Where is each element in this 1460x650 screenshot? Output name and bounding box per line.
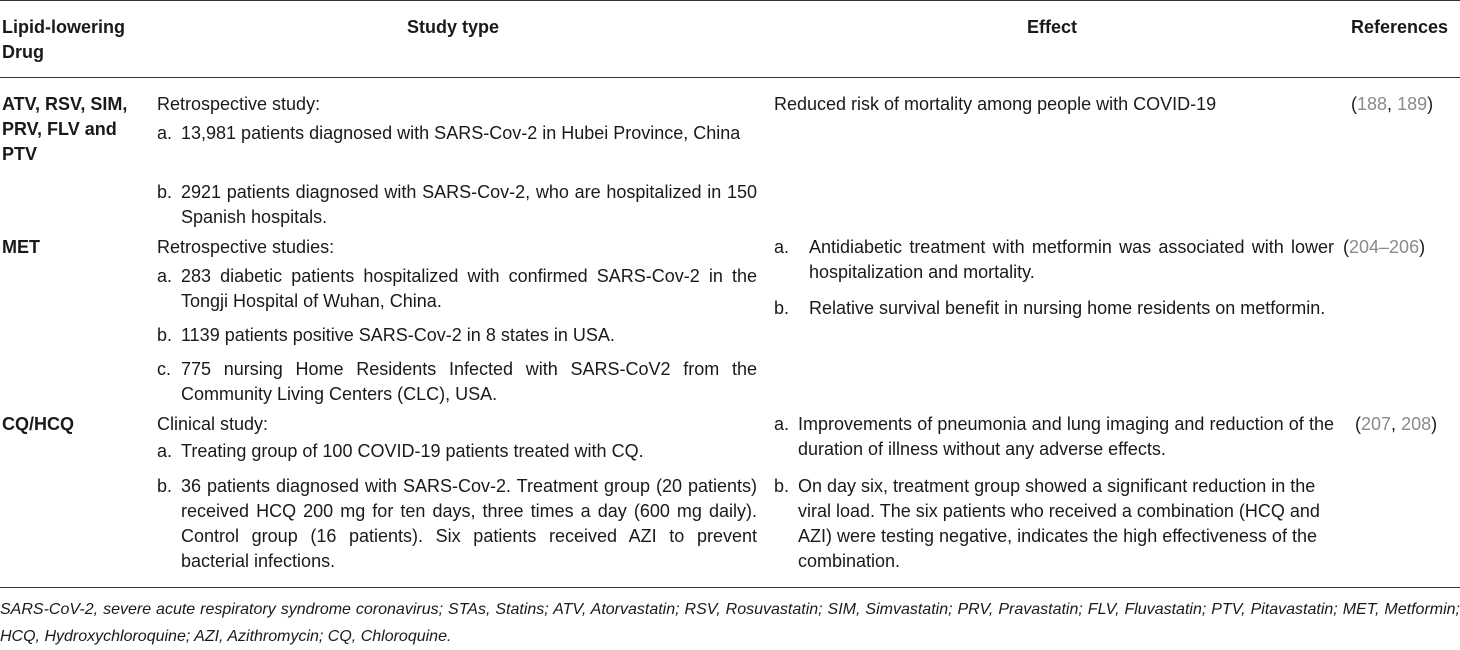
study-item-text: 1139 patients positive SARS-Cov-2 in 8 states in USA. xyxy=(181,325,615,345)
effect-item-label: a. xyxy=(774,237,790,257)
header-rule xyxy=(0,77,1460,78)
reference-link[interactable]: 189 xyxy=(1397,94,1428,114)
effect-item-text: Relative survival benefit in nursing home residents on metformin. xyxy=(809,298,1326,318)
drug-cell: MET xyxy=(2,237,40,257)
study-item-text: 36 patients diagnosed with SARS-Cov-2. Treatment group (20 patients) received HCQ 200 mg for ten days, three times a day (600 mg daily). Control group (16 patients). Six patients received AZI to prevent bacterial infections. xyxy=(181,476,757,571)
drug-cell: ATV, RSV, SIM, PRV, FLV and PTV xyxy=(2,94,128,164)
references-cell: (207, 208) xyxy=(1355,414,1438,434)
study-item-text: 775 nursing Home Residents Infected with SARS-CoV2 from the Community Living Centers (CLC), USA. xyxy=(181,359,757,404)
study-item-label: a. xyxy=(157,441,173,461)
study-item-label: a. xyxy=(157,266,173,286)
study-item-label: c. xyxy=(157,359,172,379)
effect-item xyxy=(774,474,1334,574)
effect-text: Reduced risk of mortality among people with COVID-19 xyxy=(774,94,1217,114)
table-bottom-rule xyxy=(0,587,1460,588)
effect-item xyxy=(774,412,1334,462)
effect-item-label: b. xyxy=(774,298,790,318)
reference-link[interactable]: 207 xyxy=(1361,414,1392,434)
table-footnote: SARS-CoV-2, severe acute respiratory syndrome coronavirus; STAs, Statins; ATV, Atorvastatin; RSV, Rosuvastatin; SIM, Simvastatin; PRV, Pravastatin; FLV, Fluvastatin; PTV, Pitavastatin; MET, Metformin; HCQ, Hydroxychloroquine; AZI, Azithromycin; CQ, Chloroquine. xyxy=(0,601,1460,645)
study-item-label: b. xyxy=(157,476,173,496)
reference-link[interactable]: 204–206 xyxy=(1349,237,1420,257)
effect-item-label: a. xyxy=(774,414,790,434)
references-cell: (188, 189) xyxy=(1351,94,1434,114)
effect-item xyxy=(774,296,1334,346)
effect-item-text: Improvements of pneumonia and lung imaging and reduction of the duration of illness without any adverse effects. xyxy=(798,414,1334,459)
drug-cell: CQ/HCQ xyxy=(2,414,74,434)
header-drug: Lipid-lowering Drug xyxy=(2,17,125,62)
table-top-rule xyxy=(0,0,1460,1)
study-item-label: a. xyxy=(157,123,173,143)
effect-item-label: b. xyxy=(774,476,790,496)
effect-item xyxy=(774,235,1334,285)
study-item-label: b. xyxy=(157,182,173,202)
reference-link[interactable]: 188 xyxy=(1357,94,1388,114)
effect-item-text: Antidiabetic treatment with metformin was associated with lower hospitalization and mortality. xyxy=(809,237,1334,282)
study-item-text: 2921 patients diagnosed with SARS-Cov-2, who are hospitalized in 150 Spanish hospitals. xyxy=(181,182,757,227)
references-cell: (204–206) xyxy=(1343,237,1426,257)
header-references: References xyxy=(1351,17,1449,37)
header-study-type: Study type xyxy=(407,17,500,37)
study-heading: Retrospective study: xyxy=(157,94,321,114)
study-item-text: 283 diabetic patients hospitalized with confirmed SARS-Cov-2 in the Tongji Hospital of Wuhan, China. xyxy=(181,266,757,311)
study-item-text: 13,981 patients diagnosed with SARS-Cov-2 in Hubei Province, China xyxy=(181,123,741,143)
study-item xyxy=(157,323,757,348)
study-item-label: b. xyxy=(157,325,173,345)
study-item xyxy=(157,264,757,314)
header-effect: Effect xyxy=(1027,17,1078,37)
effect-item-text: On day six, treatment group showed a significant reduction in the viral load. The six patients who received a combination (HCQ and AZI) were testing negative, indicates the high effectiveness of the combination. xyxy=(798,476,1320,571)
reference-separator: , xyxy=(1387,94,1398,114)
study-item xyxy=(157,121,757,171)
study-item xyxy=(157,357,757,407)
study-item-text: Treating group of 100 COVID-19 patients treated with CQ. xyxy=(181,441,644,461)
study-item xyxy=(157,180,757,230)
study-item xyxy=(157,439,757,464)
reference-separator: , xyxy=(1391,414,1402,434)
study-heading: Retrospective studies: xyxy=(157,237,335,257)
reference-link[interactable]: 208 xyxy=(1401,414,1432,434)
study-item xyxy=(157,474,757,574)
study-heading: Clinical study: xyxy=(157,414,269,434)
